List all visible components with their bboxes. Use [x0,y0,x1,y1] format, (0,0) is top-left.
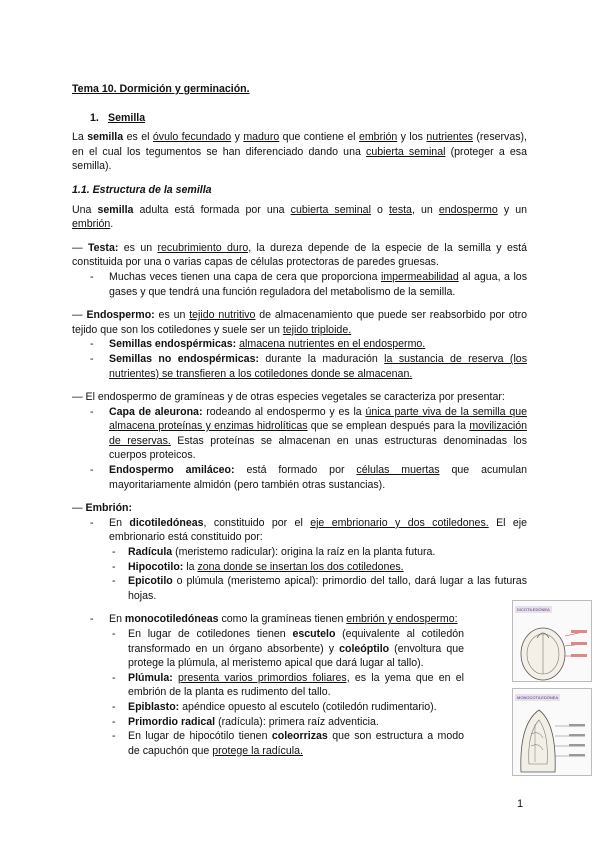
endospermo-list [72,337,527,381]
monocot-seed-figure [512,688,592,776]
list-item: - Muchas veces tienen una capa de cera que proporciona impermeabilidad al agua, a los gases y que tendrá una función reguladora del metabolismo de la semilla. [72,270,527,299]
subsection-heading-estructura: 1.1. Estructura de la semilla [72,183,212,196]
dicot-seed-illustration [513,616,591,684]
list-item: - Endospermo amiláceo: está formado por células muertas que acumulan mayoritariamente almidón (pero también otras sustancias). [72,463,527,492]
monocot-seed-illustration [513,704,591,778]
gramineas-list [72,405,527,493]
gramineas-paragraph: — El endospermo de gramíneas y de otras especies vegetales se caracteriza por presentar: [72,391,505,404]
figure-label: DICOTILEDÓNEA [517,607,550,612]
estructura-paragraph: Una semilla adulta está formada por una cubierta seminal o testa, un endospermo y un embrión. [72,203,527,231]
list-item: - En lugar de hipocótilo tienen coleorrizas que son estructura a modo de capuchón que protege la radícula. [109,729,464,758]
list-item-monocotiledoneas: - En monocotiledóneas como la gramíneas tienen embrión y endospermo: - En lugar de cotiledones tienen escutelo (equivalente al cotiledón transformado en un órgano absorbente) y coleóptilo (envoltura que protege la plúmula, al meristemo apical que dará lugar al tallo). - Plúmula: presenta varios primordios foliares, es la yema que en el embrión de la planta es rudimento del tallo. - Epiblasto: apéndice opuesto al escutelo (cotiledón rudimentario). - Primordio radical (radícula): primera raíz adventicia. - En lugar de hipocótilo tienen coleorrizas que son estructura a modo de capuchón que protege la radícula. [72,612,464,758]
monocot-list [72,612,464,758]
document-title: Tema 10. Dormición y germinación. [72,83,250,95]
list-item: - En lugar de cotiledones tienen escutelo (equivalente al cotiledón transformado en un órgano absorbente) y coleóptilo (envoltura que protege la plúmula, al meristemo apical que dará lugar al tallo). [109,627,464,671]
list-item: - Epiblasto: apéndice opuesto al escutelo (cotiledón rudimentario). [109,700,464,715]
list-item: - Hipocotilo: la zona donde se insertan los dos cotiledones. [109,560,527,575]
endospermo-paragraph: — Endospermo: es un tejido nutritivo de almacenamiento que puede ser reabsorbido por otro tejido que son los cotiledones y suele ser un tejido triploide. [72,309,527,336]
testa-list [72,270,527,299]
list-item: - Semillas endospérmicas: almacena nutrientes en el endospermo. [72,337,527,352]
section-heading-semilla [72,111,527,126]
list-item: - Capa de aleurona: rodeando al endospermo y es la única parte viva de la semilla que almacena proteínas y enzimas hidrolíticas que se emplean después para la movilización de reservas. Estas proteínas se almacenan en unas estructuras denominadas los cuerpos proteicos. [72,405,527,463]
list-item-dicotiledoneas: - En dicotiledóneas, constituido por el eje embrionario y dos cotiledones. El eje embrionario está constituido por: - Radícula (meristemo radicular): origina la raíz en la planta futura. - Hipocotilo: la zona donde se insertan los dos cotiledones. - Epicotilo o plúmula (meristemo apical): primordio del tallo, dará lugar a las futuras hojas. [72,516,527,604]
section-number: 1. [90,111,99,124]
testa-paragraph: — Testa: es un recubrimiento duro, la dureza depende de la especie de la semilla y está constituida por una o varias capas de células protectoras de paredes gruesas. [72,241,527,269]
embrion-paragraph: — Embrión: [72,502,133,515]
list-item: - Plúmula: presenta varios primordios foliares, es la yema que en el embrión de la planta es rudimento del tallo. [109,671,464,700]
page-number: 1 [517,798,524,810]
figure-label: MONOCOTILEDÓNEA [517,695,559,700]
list-item: - Primordio radical (radícula): primera raíz adventicia. [109,715,464,730]
dicot-sublist [109,545,527,603]
intro-paragraph: La semilla es el óvulo fecundado y maduro que contiene el embrión y los nutrientes (reservas), en el cual los tegumentos se han diferenciado dando una cubierta seminal (proteger a esa semilla). [72,131,527,173]
section-label: Semilla [108,111,146,124]
list-item: - Radícula (meristemo radicular): origina la raíz en la planta futura. [109,545,527,560]
list-item: - Semillas no endospérmicas: durante la maduración la sustancia de reserva (los nutrientes) se transfieren a los cotiledones donde se almacenan. [72,352,527,381]
embrion-list [72,516,527,604]
document-page [72,82,527,758]
monocot-sublist [109,627,464,758]
list-item: - Epicotilo o plúmula (meristemo apical): primordio del tallo, dará lugar a las futuras hojas. [109,574,527,603]
dicot-seed-figure [512,600,592,682]
figures-column [512,600,592,782]
